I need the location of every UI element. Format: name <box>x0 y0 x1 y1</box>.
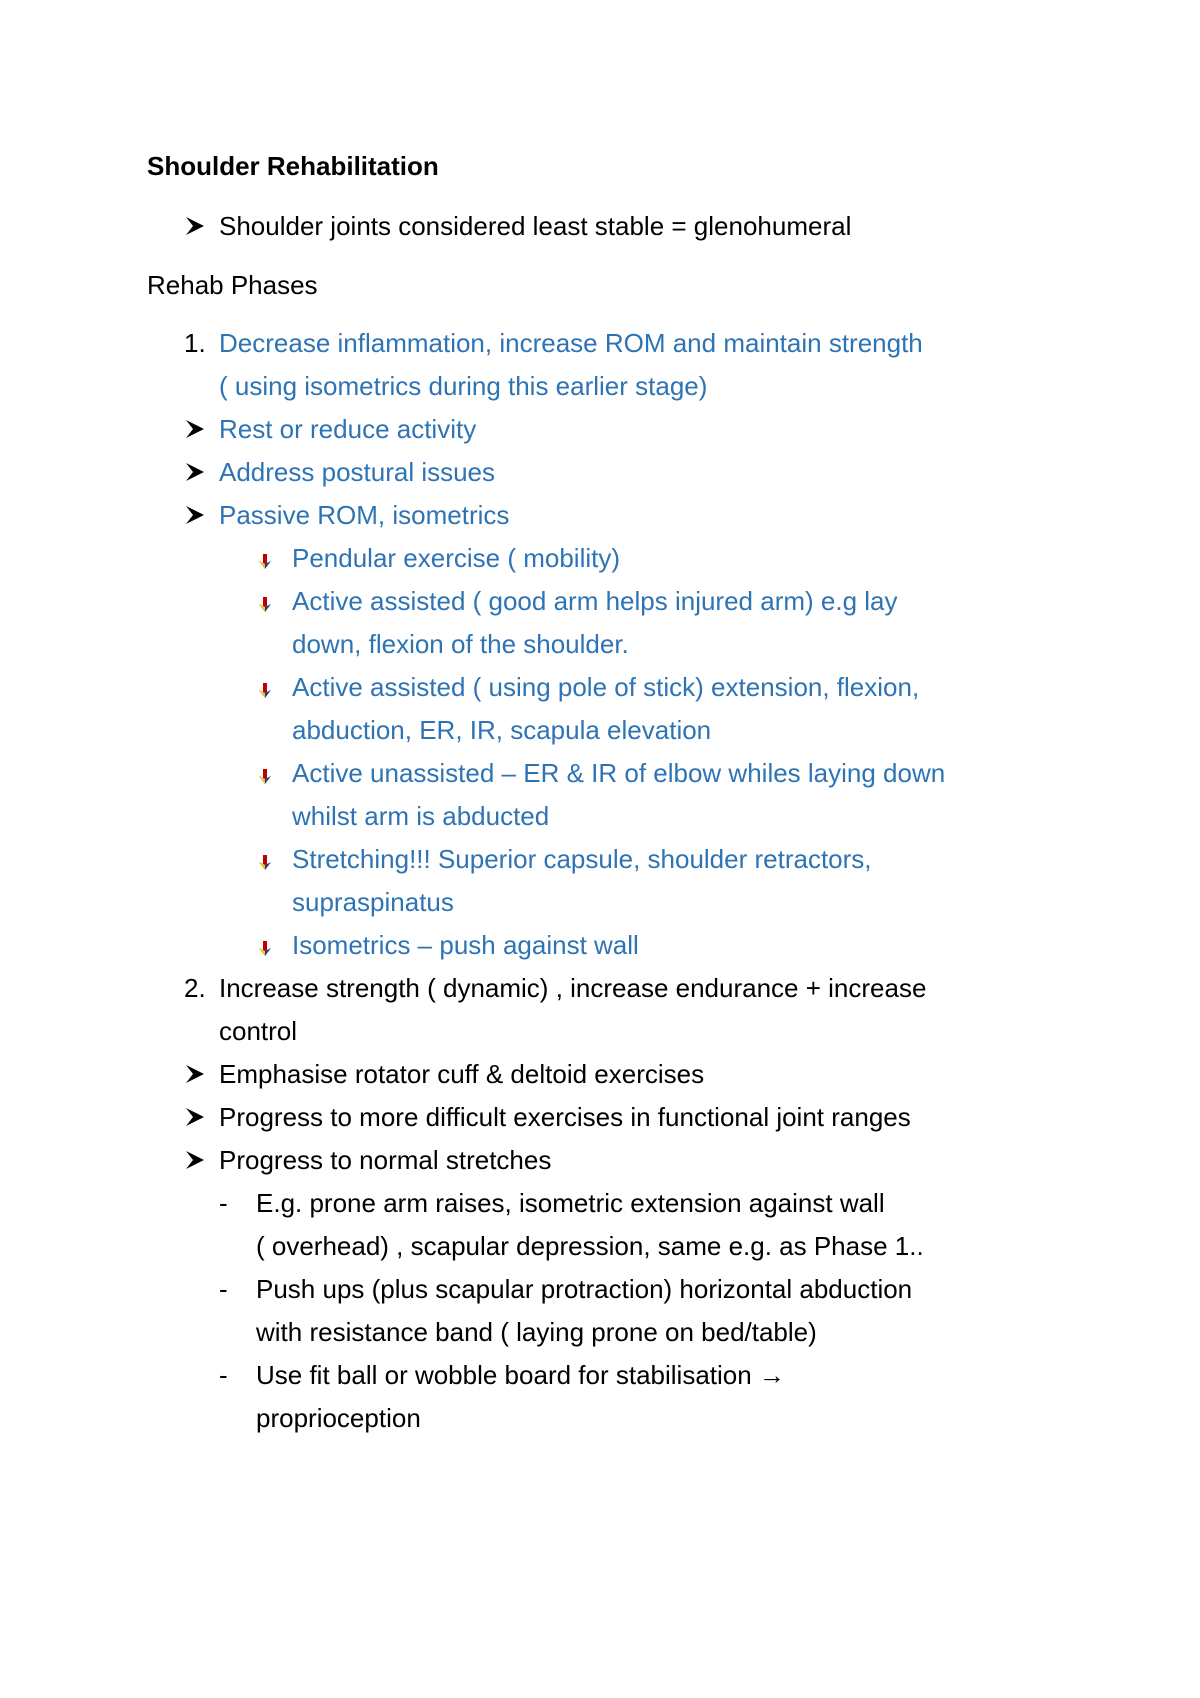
tri-arrow-icon <box>257 553 273 569</box>
dash-marker: - <box>219 1360 228 1390</box>
sub-active-assisted-1-line1: Active assisted ( good arm helps injured arm) e.g lay <box>292 586 898 616</box>
dash-marker: - <box>219 1274 228 1304</box>
page-title: Shoulder Rehabilitation <box>147 151 439 181</box>
phase2-line1: Increase strength ( dynamic) , increase endurance + increase <box>219 973 927 1003</box>
arrowhead-icon <box>184 504 206 526</box>
sub-active-assisted-2-line1: Active assisted ( using pole of stick) extension, flexion, <box>292 672 920 702</box>
sub-stretching-line1: Stretching!!! Superior capsule, shoulder retractors, <box>292 844 872 874</box>
phase1-line1: Decrease inflammation, increase ROM and maintain strength <box>219 328 923 358</box>
phase2-bullet-progress-stretches: Progress to normal stretches <box>219 1145 552 1175</box>
tri-arrow-icon <box>257 854 273 870</box>
sub-pendular: Pendular exercise ( mobility) <box>292 543 621 573</box>
tri-arrow-icon <box>257 596 273 612</box>
phase2-bullet-emphasise: Emphasise rotator cuff & deltoid exercises <box>219 1059 705 1089</box>
phase1-bullet-passive-rom: Passive ROM, isometrics <box>219 500 510 530</box>
sub-active-assisted-2-line2: abduction, ER, IR, scapula elevation <box>292 715 712 745</box>
phase2-number: 2. <box>184 973 206 1003</box>
dash-marker: - <box>219 1188 228 1218</box>
tri-arrow-icon <box>257 768 273 784</box>
dash-item-pushups-line1: Push ups (plus scapular protraction) horizontal abduction <box>256 1274 913 1304</box>
dash-item-fitball-line1: Use fit ball or wobble board for stabilisation → <box>256 1360 785 1390</box>
arrowhead-icon <box>184 1063 206 1085</box>
dash-item-eg-line2: ( overhead) , scapular depression, same e.g. as Phase 1.. <box>256 1231 924 1261</box>
phase1-number: 1. <box>184 328 206 358</box>
intro-bullet-text: Shoulder joints considered least stable = glenohumeral <box>219 211 852 241</box>
phase1-line2: ( using isometrics during this earlier stage) <box>219 371 708 401</box>
tri-arrow-icon <box>257 940 273 956</box>
phase2-line2: control <box>219 1016 298 1046</box>
dash-item-pushups-line2: with resistance band ( laying prone on bed/table) <box>256 1317 817 1347</box>
dash-item-eg-line1: E.g. prone arm raises, isometric extension against wall <box>256 1188 885 1218</box>
sub-stretching-line2: supraspinatus <box>292 887 454 917</box>
phase1-bullet-rest: Rest or reduce activity <box>219 414 477 444</box>
arrowhead-icon <box>184 1149 206 1171</box>
arrowhead-icon <box>184 215 206 237</box>
phase2-bullet-progress-difficult: Progress to more difficult exercises in functional joint ranges <box>219 1102 911 1132</box>
sub-isometrics: Isometrics – push against wall <box>292 930 639 960</box>
arrowhead-icon <box>184 461 206 483</box>
arrowhead-icon <box>184 418 206 440</box>
sub-active-unassisted-line2: whilst arm is abducted <box>292 801 550 831</box>
tri-arrow-icon <box>257 682 273 698</box>
rehab-phases-heading: Rehab Phases <box>147 270 318 300</box>
sub-active-assisted-1-line2: down, flexion of the shoulder. <box>292 629 629 659</box>
phase1-bullet-postural: Address postural issues <box>219 457 496 487</box>
sub-active-unassisted-line1: Active unassisted – ER & IR of elbow whiles laying down <box>292 758 946 788</box>
dash-item-fitball-line2: proprioception <box>256 1403 421 1433</box>
arrowhead-icon <box>184 1106 206 1128</box>
